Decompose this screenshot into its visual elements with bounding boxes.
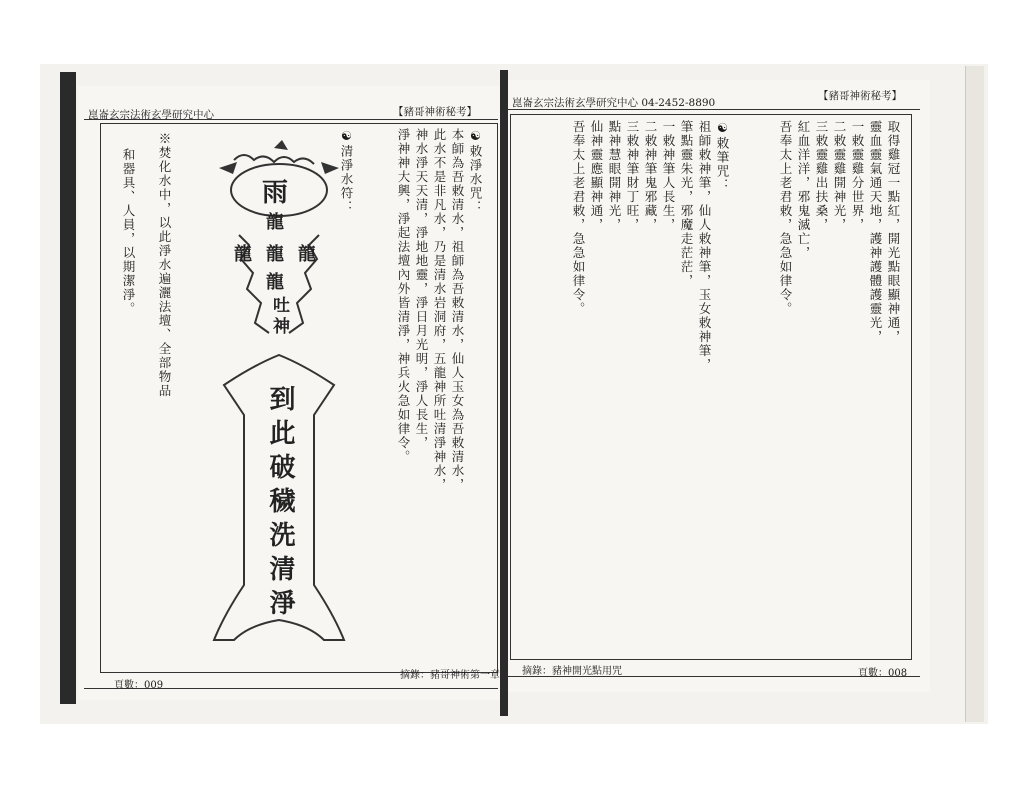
right-text-column: 吾奉太上老君敕，急急如律令。 <box>571 120 586 316</box>
talisman-dragon-glyph: 龍 <box>266 212 284 233</box>
left-text-column: 神水淨天天清，淨地地靈，淨日月光明，淨人長生， <box>414 128 429 450</box>
right-text-column: 二敕神筆鬼邪藏， <box>643 120 658 232</box>
right-header-org: 崑崙玄宗法術玄學研究中心 04-2452-8890 <box>512 97 716 109</box>
left-page-number: 頁數：009 <box>114 680 164 691</box>
talisman-spit-glyphs: 吐神 <box>269 296 289 338</box>
right-text-column: 一敕靈雞分世界， <box>850 120 865 232</box>
talisman-dragon-glyph: 龍 <box>266 244 284 265</box>
right-text-column: 仙神靈應顯神通， <box>589 120 604 232</box>
talisman-dragon-glyph: 龍 <box>266 272 284 293</box>
right-text-column: 紅血洋洋，邪鬼滅亡， <box>796 120 811 260</box>
right-text-column: 一敕神筆人長生， <box>661 120 676 232</box>
talisman-rain-glyph: 雨 <box>262 178 289 208</box>
left-footer-source: 摘錄：豬哥神術第一章 <box>400 670 500 681</box>
right-text-column: 三敕靈雞出扶桑， <box>814 120 829 232</box>
right-text-column: 點神慧眼開神光， <box>607 120 622 232</box>
left-header-rule <box>84 119 498 120</box>
right-text-column: 取得雞冠一點紅，開光點眼顯神通， <box>886 120 901 344</box>
right-text-column: 筆點靈朱光，邪魔走茫茫， <box>679 120 694 288</box>
right-text-column: 靈血靈氣通天地，護神護體護靈光， <box>868 120 883 344</box>
right-page-number: 頁數：008 <box>858 668 908 679</box>
left-text-column: 淨神神大興，淨起法壇內外皆清淨，神兵火急如律令。 <box>396 128 411 464</box>
talisman-dragon-glyph: 龍 <box>234 244 252 265</box>
right-footer-source: 摘錄：豬神開光點用咒 <box>522 666 622 677</box>
talisman-dragon-glyph: 龍 <box>298 244 316 265</box>
yin-yang-icon: ☯ <box>715 120 730 137</box>
right-header-book: 【豬哥神術秘考】 <box>818 90 902 102</box>
talisman-drawing <box>204 140 354 660</box>
right-text-column: 吾奉太上老君敕，急急如律令。 <box>778 120 793 316</box>
right-text-column: 二敕靈雞開神光， <box>832 120 847 232</box>
page-gutter <box>500 70 508 716</box>
left-section-title: ☯敕淨水咒： <box>468 128 483 215</box>
yin-yang-icon: ☯ <box>468 128 483 145</box>
left-note: 和器具、人員，以期潔淨。 <box>121 148 136 316</box>
left-header-org: 崑崙玄宗法術玄學研究中心 <box>88 109 214 121</box>
right-text-column: 三敕神筆財丁旺， <box>625 120 640 232</box>
fu-title: ☯清淨水符： <box>339 128 354 215</box>
left-text-column: 此水不是非凡水，乃是清水岩洞府，五龍神所吐清淨神水， <box>432 128 447 492</box>
right-text-column: 祖師敕神筆，仙人敕神筆，玉女敕神筆， <box>697 120 712 372</box>
left-text-column: 本師為吾敕清水，祖師為吾敕清水，仙人玉女為吾敕清水， <box>450 128 465 492</box>
book-spine <box>60 72 76 704</box>
right-header-rule <box>508 109 920 110</box>
talisman-body-glyphs: 到此破穢洗清淨 <box>265 385 295 623</box>
left-note: ※焚化水中，以此淨水遍灑法壇、全部物品 <box>157 132 172 398</box>
right-section-title: ☯敕筆咒： <box>715 120 730 193</box>
left-header-book: 【豬哥神術秘考】 <box>393 106 477 118</box>
right-page-edge <box>965 66 984 722</box>
yin-yang-icon: ☯ <box>339 128 354 145</box>
